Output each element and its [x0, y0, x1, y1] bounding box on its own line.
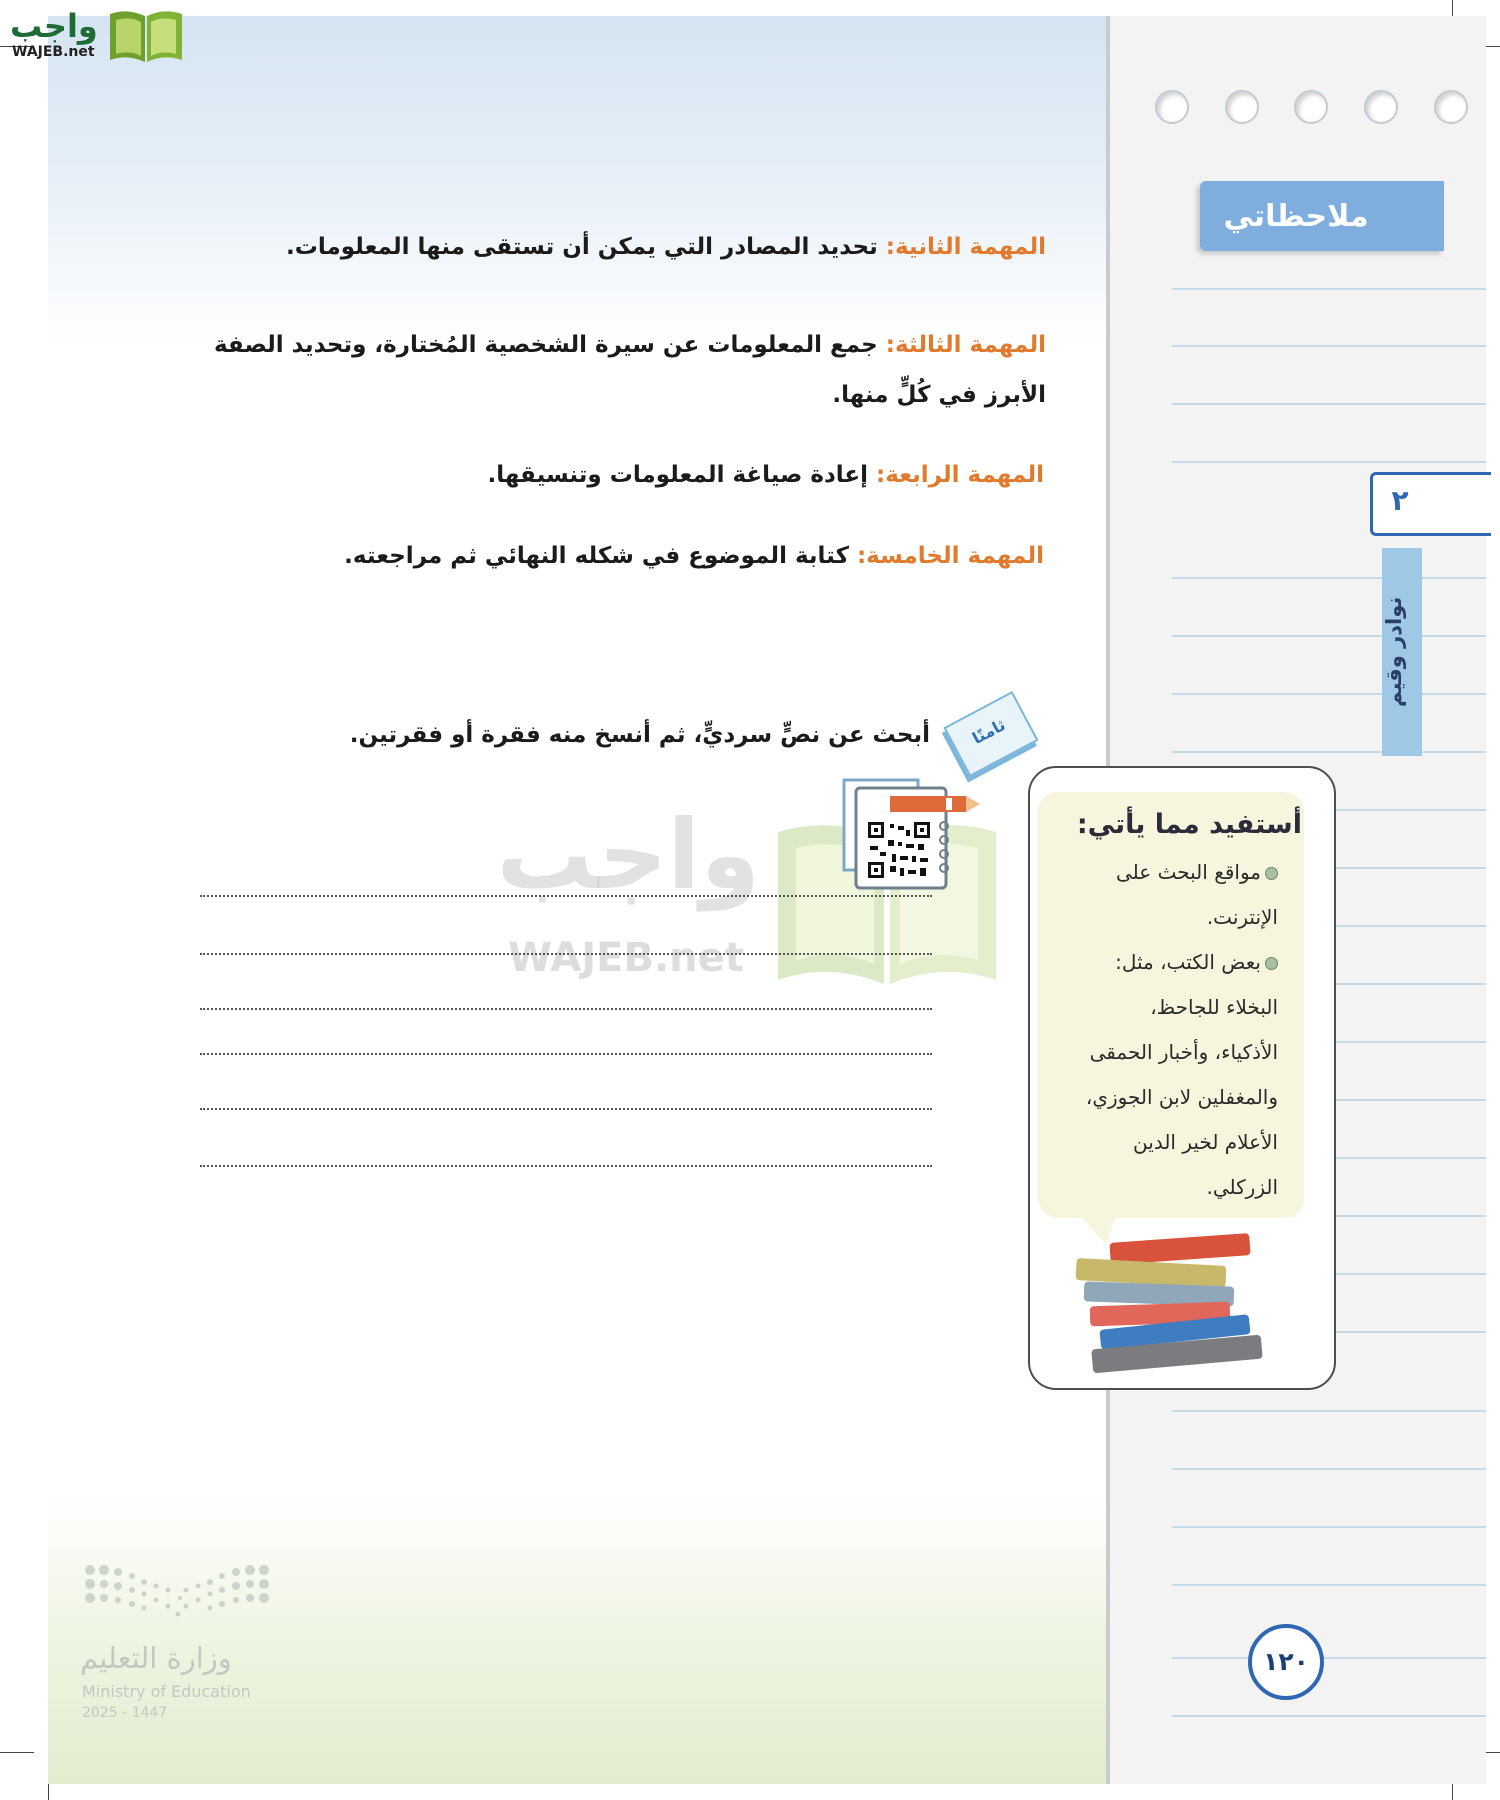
activity-badge-label: ثامنًا — [969, 715, 1009, 749]
bullet-icon — [1265, 867, 1278, 880]
tip-line: الأعلام لخير الدين — [1133, 1130, 1278, 1154]
note-line — [1172, 461, 1486, 463]
note-line — [1172, 1526, 1486, 1528]
task-label: المهمة الثالثة: — [885, 332, 1046, 358]
ministry-logo-icon — [82, 1560, 272, 1628]
tip-item — [1046, 940, 1278, 985]
task-3-continued: الأبرز في كُلٍّ منها. — [832, 382, 1046, 408]
tip-line: الزركلي. — [1206, 1175, 1278, 1199]
note-line — [1172, 635, 1486, 637]
task-2 — [240, 222, 1046, 272]
watermark-english: WAJEB.net — [508, 935, 744, 981]
book-stack-icon — [1070, 1232, 1300, 1372]
task-text: جمع المعلومات عن سيرة الشخصية المُختارة، وتحديد الصفة — [213, 332, 878, 358]
tip-line: الإنترنت. — [1206, 905, 1278, 929]
note-line — [1172, 693, 1486, 695]
binder-ring-icon — [1364, 90, 1398, 124]
task-3 — [200, 320, 1046, 370]
tip-item — [1046, 850, 1278, 895]
tip-title: أستفيد مما يأتي: — [1076, 809, 1302, 840]
bullet-icon — [1265, 957, 1278, 970]
writing-line[interactable] — [200, 895, 932, 897]
binder-ring-icon — [1155, 90, 1189, 124]
logo-english: WAJEB.net — [12, 44, 95, 60]
ministry-year: 2025 - 1447 — [82, 1705, 168, 1721]
tip-line: الأذكياء، وأخبار الحمقى — [1089, 1040, 1278, 1064]
tip-line: والمغفلين لابن الجوزي، — [1085, 1085, 1278, 1109]
writing-line[interactable] — [200, 1008, 932, 1010]
task-text: كتابة الموضوع في شكله النهائي ثم مراجعته. — [344, 543, 849, 569]
binder-ring-icon — [1225, 90, 1259, 124]
notes-title: ملاحظاتي — [1223, 199, 1369, 234]
qr-code-icon[interactable] — [840, 770, 986, 896]
logo-arabic: واجب — [10, 7, 98, 45]
tip-text: مواقع البحث على — [1116, 860, 1261, 884]
ministry-name-arabic: وزارة التعليم — [80, 1641, 232, 1675]
note-line — [1172, 403, 1486, 405]
note-line — [1172, 577, 1486, 579]
binder-ring-icon — [1434, 90, 1468, 124]
note-line — [1172, 751, 1486, 753]
note-line — [1172, 1715, 1486, 1717]
writing-line[interactable] — [200, 1165, 932, 1167]
writing-line[interactable] — [200, 1108, 932, 1110]
ministry-name-english: Ministry of Education — [82, 1682, 251, 1701]
note-line — [1172, 1410, 1486, 1412]
tip-text: بعض الكتب، مثل: — [1115, 950, 1261, 974]
crop-mark — [0, 1752, 34, 1753]
tip-line: البخلاء للجاحظ، — [1150, 995, 1278, 1019]
task-label: المهمة الثانية: — [885, 234, 1046, 260]
writing-line[interactable] — [200, 1053, 932, 1055]
note-line — [1172, 1584, 1486, 1586]
task-5 — [300, 531, 1044, 581]
activity-prompt: أبحث عن نصٍّ سرديٍّ، ثم أنسخ منه فقرة أو فقرتين. — [349, 722, 930, 748]
watermark-arabic: واجب — [496, 799, 760, 911]
unit-name: نوادر وقيم — [1382, 596, 1406, 708]
note-line — [1172, 1657, 1486, 1659]
task-text: إعادة صياغة المعلومات وتنسيقها. — [487, 462, 868, 488]
note-line — [1172, 288, 1486, 290]
task-text: تحديد المصادر التي يمكن أن تستقى منها المعلومات. — [286, 234, 878, 260]
note-line — [1172, 1468, 1486, 1470]
binder-ring-icon — [1294, 90, 1328, 124]
note-line — [1172, 345, 1486, 347]
page-number: ١٢٠ — [1263, 1647, 1309, 1676]
book-logo-icon — [106, 6, 186, 64]
unit-number: ٢ — [1391, 484, 1409, 517]
task-4 — [300, 450, 1044, 500]
task-label: المهمة الخامسة: — [856, 543, 1044, 569]
writing-line[interactable] — [200, 953, 932, 955]
task-label: المهمة الرابعة: — [876, 462, 1044, 488]
